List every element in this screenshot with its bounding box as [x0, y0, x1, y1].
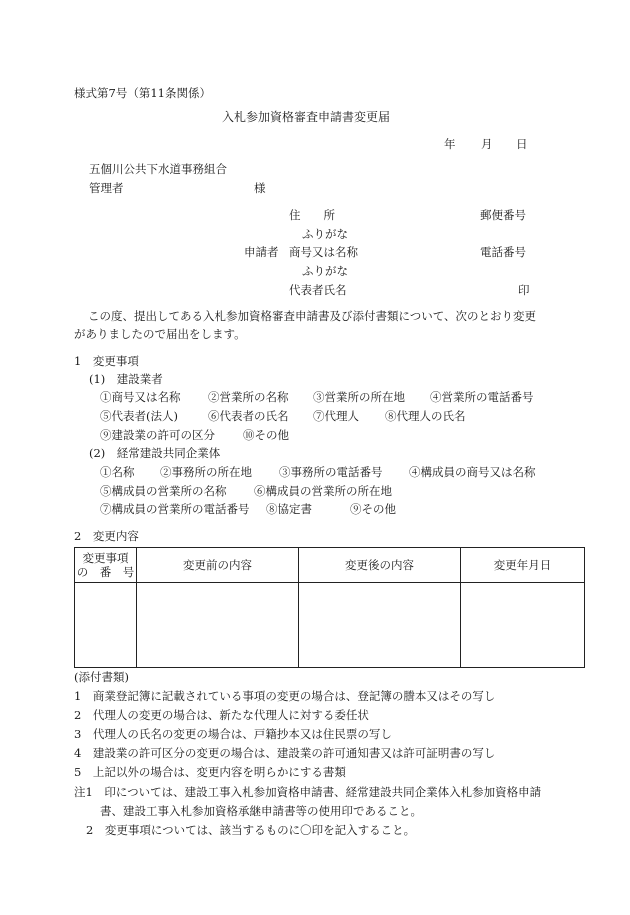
note1-line2: 書、建設工事入札参加資格承継申請書等の使用印であること。 [100, 804, 422, 818]
sub1-item: ⑨建設業の許可の区分 [100, 428, 215, 442]
postal-code-label: 郵便番号 [480, 208, 526, 222]
seal-mark: 印 [518, 283, 530, 297]
col-header-date: 変更年月日 [461, 548, 585, 583]
note2: 2 変更事項については、該当するものに〇印を記入すること。 [86, 823, 416, 837]
trade-name-label: 商号又は名称 [289, 245, 358, 259]
addressee-honorific: 様 [254, 181, 266, 195]
sub1-item: ⑤代表者(法人) [100, 409, 178, 423]
sub1-item: ①商号又は名称 [100, 390, 181, 404]
attachment-item: 3 代理人の氏名の変更の場合は、戸籍抄本又は住民票の写し [74, 727, 392, 741]
sub1-item: ⑩その他 [243, 428, 289, 442]
date-day: 日 [516, 137, 528, 151]
table-header-row [75, 548, 585, 583]
section1-heading: 1 変更事項 [74, 354, 139, 368]
section2-heading: 2 変更内容 [74, 529, 139, 543]
furigana-label: ふりがな [302, 227, 348, 241]
cell-before[interactable] [137, 583, 299, 668]
col-header-number [75, 548, 137, 583]
cell-after[interactable] [299, 583, 461, 668]
sub2-item: ⑤構成員の営業所の名称 [100, 484, 227, 498]
attachment-item: 5 上記以外の場合は、変更内容を明らかにする書類 [74, 765, 346, 779]
sub1-item: ⑧代理人の氏名 [385, 409, 466, 423]
sub2-item: ④構成員の商号又は名称 [409, 465, 536, 479]
sub1-heading: (1) 建設業者 [89, 372, 163, 386]
sub1-item: ③営業所の所在地 [313, 390, 405, 404]
cell-number[interactable] [75, 583, 137, 668]
sub2-item: ⑦構成員の営業所の電話番号 [100, 502, 250, 516]
table-row [75, 583, 585, 668]
sub1-item: ④営業所の電話番号 [430, 390, 534, 404]
intro-text-line1: この度、提出してある入札参加資格審査申請書及び添付書類について、次のとおり変更 [88, 309, 537, 323]
cell-date[interactable] [461, 583, 585, 668]
col-header-after: 変更後の内容 [299, 548, 461, 583]
attachment-item: 4 建設業の許可区分の変更の場合は、建設業の許可通知書又は許可証明書の写し [74, 746, 496, 760]
sub2-heading: (2) 経常建設共同企業体 [89, 446, 221, 460]
phone-label: 電話番号 [480, 245, 526, 259]
col-header-number-line1: 変更事項 [82, 551, 129, 565]
sub1-item: ②営業所の名称 [208, 390, 289, 404]
sub1-item: ⑥代表者の氏名 [208, 409, 289, 423]
sub2-item: ②事務所の所在地 [160, 465, 252, 479]
attachments-heading: (添付書類) [74, 670, 129, 684]
sub1-item: ⑦代理人 [313, 409, 359, 423]
form-number: 様式第7号（第11条関係） [74, 86, 211, 100]
attachment-item: 1 商業登記簿に記載されている事項の変更の場合は、登記簿の謄本又はその写し [74, 689, 496, 703]
furigana-label-2: ふりがな [302, 264, 348, 278]
note1-line1: 注1 印については、建設工事入札参加資格申請書、経常建設共同企業体入札参加資格申請 [74, 785, 542, 799]
applicant-label: 申請者 [244, 245, 279, 259]
attachment-item: 2 代理人の変更の場合は、新たな代理人に対する委任状 [74, 708, 369, 722]
intro-text-line2: がありましたので届出をします。 [74, 327, 246, 341]
addressee-role: 管理者 [89, 181, 124, 195]
sub2-item: ⑥構成員の営業所の所在地 [254, 484, 392, 498]
representative-label: 代表者氏名 [289, 283, 347, 297]
sub2-item: ①名称 [100, 465, 135, 479]
change-content-table [74, 547, 585, 668]
address-label: 住 所 [289, 208, 335, 222]
sub2-item: ⑨その他 [350, 502, 396, 516]
date-month: 月 [481, 137, 493, 151]
sub2-item: ③事務所の電話番号 [279, 465, 383, 479]
addressee-org: 五個川公共下水道事務組合 [89, 162, 227, 176]
page-title: 入札参加資格審査申請書変更届 [222, 110, 391, 124]
col-header-number-line2: の 番 号 [76, 565, 135, 579]
sub2-item: ⑧協定書 [266, 502, 312, 516]
col-header-before: 変更前の内容 [137, 548, 299, 583]
date-year: 年 [444, 137, 456, 151]
